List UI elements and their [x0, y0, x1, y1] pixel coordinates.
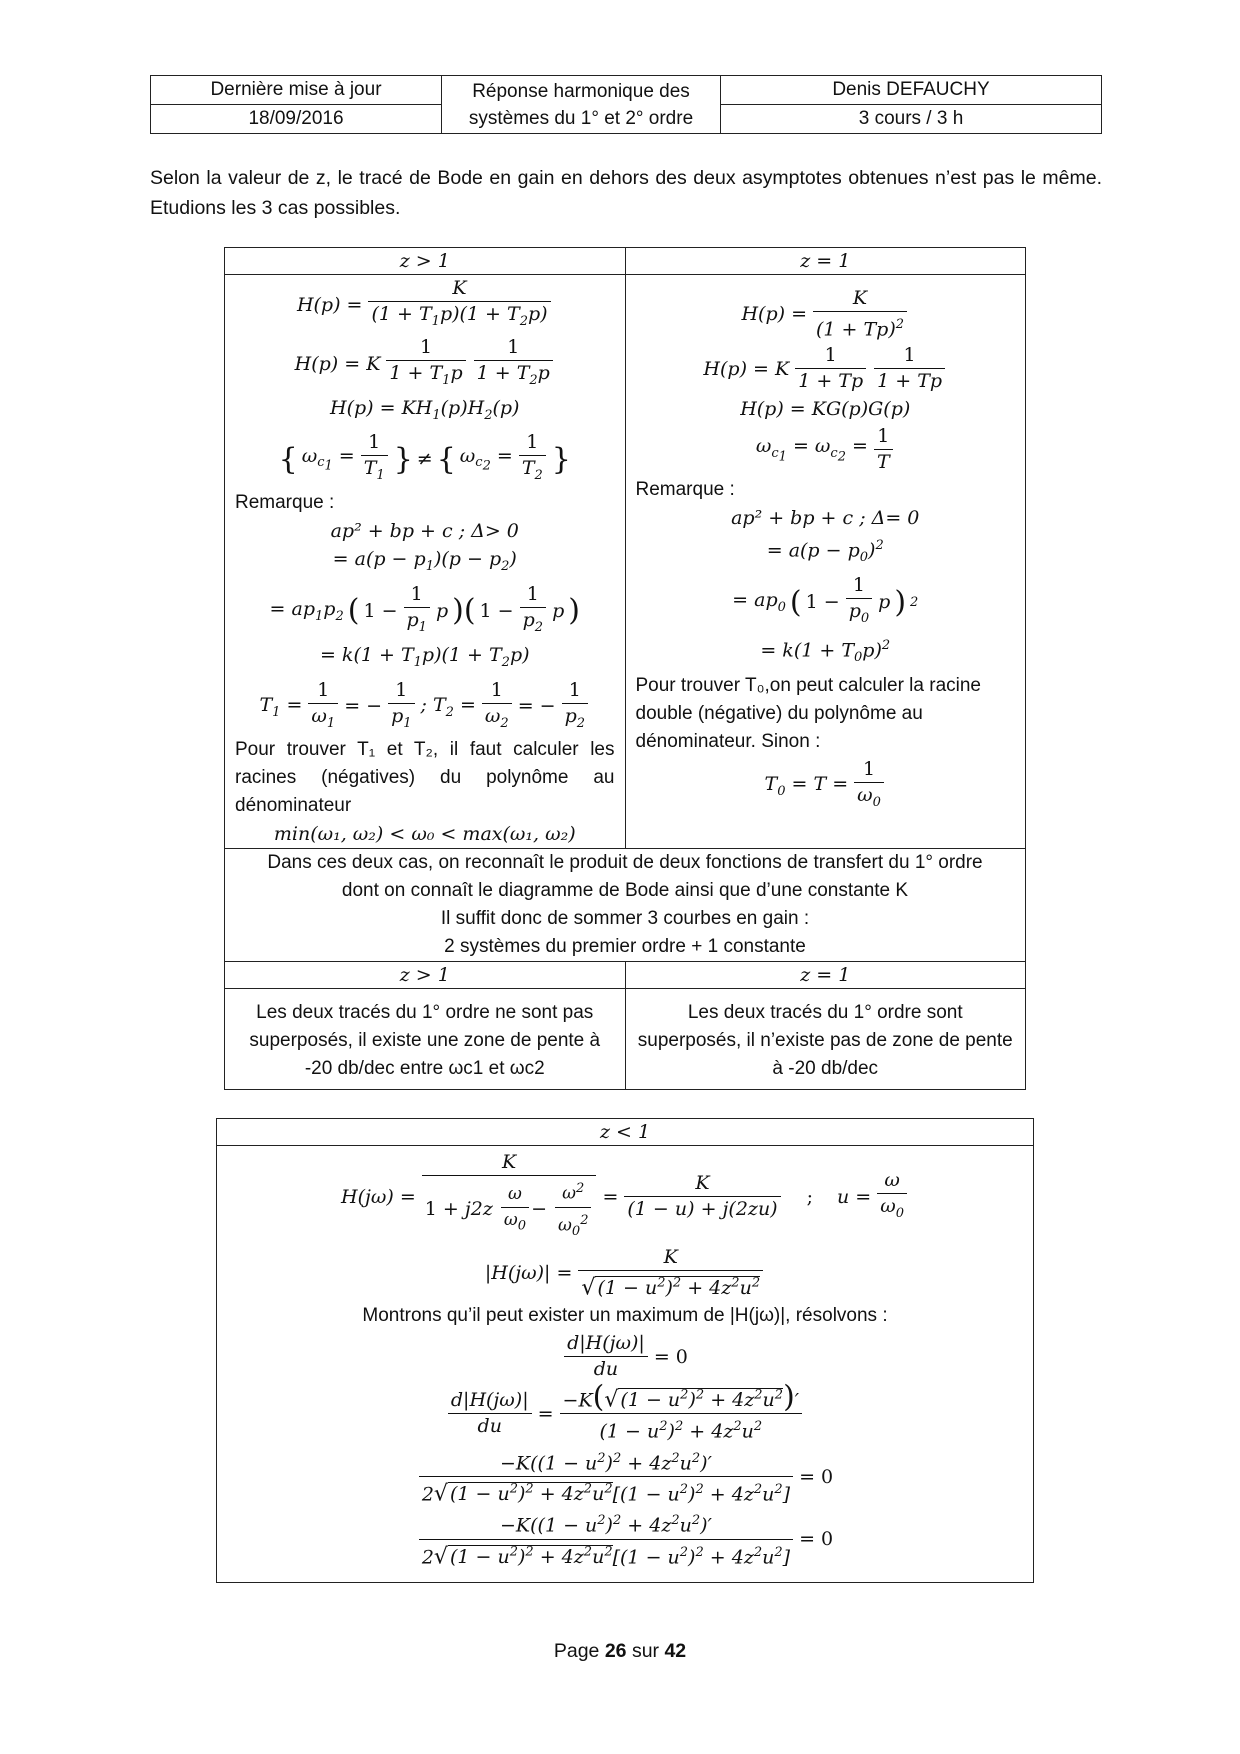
summary-line-1: Dans ces deux cas, on reconnaît le produit de deux fonctions de transfert du 1° ordre dont on connaît le diagramme de Bode ainsi que d’une constante K	[267, 852, 983, 902]
poly-factor-2: = $ap_1p_2$ ( 1 − $\frac{1}{p_1}$ p )( 1 − $\frac{1}{p_2}$ p )	[269, 582, 580, 635]
formula-block-z-gt-1	[235, 276, 615, 488]
formula-omega-equal: $\omega_{c_1} = \omega_{c_2}$ = $\frac{1}{T}$	[636, 424, 1016, 475]
page-total: 42	[664, 1640, 687, 1662]
bottom-text-z-eq-1-cell	[625, 989, 1026, 1090]
formula-h-kgg: H(p) = KG(p)G(p)	[740, 398, 911, 421]
poly-factor-1: = $a(p - p_1)(p - p_2)$	[332, 548, 517, 574]
case-z-gt-1-cell	[225, 275, 626, 849]
page-label: Page	[553, 1640, 600, 1662]
page-number: 26	[604, 1640, 627, 1662]
case-z-eq-1-cell	[625, 275, 1026, 849]
summary-line-2: Il suffit donc de sommer 3 courbes en gain :	[440, 908, 810, 930]
intro-paragraph: Selon la valeur de z, le tracé de Bode en gain en dehors des deux asymptotes obtenues n’est pas le même. Etudions les 3 cas possibles.	[150, 167, 1102, 219]
remarque-formulas-1	[235, 517, 615, 735]
document-title	[442, 76, 721, 134]
formula-h-split: H(p) = K $\frac{1}{1 + T_1p}$ $\frac{1}{1 + T_2p}$	[235, 335, 615, 393]
poly-double-3: = $k(1 + T_0p)^2$	[760, 638, 891, 666]
summary-line-3: 2 systèmes du premier ordre + 1 constante	[444, 936, 806, 958]
formula-t1-t2: $T_1$ = $\frac{1}{\omega_1}$ = − $\frac{1}{p_1}$ ; $T_2$ = $\frac{1}{\omega_2}$ = − $\frac{1}{p_2}$	[235, 678, 615, 736]
cases-table	[224, 247, 1026, 1090]
formula-h-product: H(p) = $\frac{K}{(1 + T_1p)(1 + T_2p)}$	[235, 276, 615, 334]
case-z-lt-1-table	[216, 1118, 1034, 1583]
case-z-lt-1-cell	[217, 1146, 1034, 1583]
poly-delta-positive: ap² + bp + c ; Δ> 0	[330, 520, 519, 543]
of-label: sur	[631, 1640, 660, 1662]
find-roots-text-2: Pour trouver T₀,on peut calculer la racine double (négative) du polynôme au dénominateur. Sinon :	[635, 675, 981, 753]
formula-h-square: H(p) = $\frac{K}{(1 + Tp)^2}$	[636, 286, 1016, 342]
formula-derivative-zero: $\frac{d|H(j\omega)|}{du}$ = 0	[227, 1331, 1023, 1382]
formula-modulus: |H(jω)| = $\frac{K}{√ (1 - u^2)^2 + 4z^2u^2}$	[227, 1245, 1023, 1301]
remarque-label-1: Remarque :	[235, 492, 335, 514]
title-line-1: Réponse harmonique des	[472, 80, 690, 102]
updated-label: Dernière mise à jour	[151, 76, 442, 105]
poly-double-1: = $a(p - p_0)^2$	[766, 538, 884, 566]
remarque-label-2: Remarque :	[635, 479, 735, 501]
formula-derivative-step-1: $\frac{-K((1 - u^2)^2 + 4z^2u^2)'}{2√ (1 - u^2)^2 + 4z^2u^2[(1 - u^2)^2 + 4z^2u^2]}$ = 0	[227, 1446, 1023, 1508]
formula-h-kh1h2: $H(p) = KH_1(p)H_2(p)$	[330, 396, 520, 423]
updated-date: 18/09/2016	[151, 105, 442, 134]
poly-delta-zero: ap² + bp + c ; Δ= 0	[731, 507, 920, 530]
formula-derivative-expanded: $\frac{d|H(j\omega)|}{du}$ = $\frac{-K(√ (1 - u^2)^2 + 4z^2u^2)'}{(1 - u^2)^2 + 4z^2u^2}$	[227, 1383, 1023, 1445]
poly-double-2: = $ap_0$ ( 1 − $\frac{1}{p_0}$ p ) 2	[732, 574, 919, 627]
title-line-2: systèmes du 1° et 2° ordre	[468, 107, 694, 129]
formula-h-jw: H(jω) = K 1 + j2z $\frac{\omega}{\omega_0}$ − $\frac{\omega^2}{\omega_0^2}$ = $\frac{K}{(1 - u) + j(2zu)}$ ; u = $\frac{\omega}{\omega_0}$	[227, 1150, 1023, 1244]
duration: 3 cours / 3 h	[721, 105, 1102, 134]
header-table	[150, 75, 1102, 134]
bottom-head-z-eq-1: z = 1	[625, 962, 1026, 989]
author: Denis DEFAUCHY	[721, 76, 1102, 105]
find-roots-text-1: Pour trouver T₁ et T₂, il faut calculer les racines (négatives) du polynôme au dénominateur	[235, 739, 615, 817]
summary-cell	[225, 849, 1026, 962]
formula-t0: $T_0 = T$ = $\frac{1}{\omega_0}$	[636, 757, 1016, 815]
poly-factor-3: = $k(1 + T_1p)(1 + T_2p)$	[319, 643, 530, 670]
maximum-text: Montrons qu’il peut exister un maximum de |H(jω)|, résolvons :	[362, 1305, 888, 1327]
bottom-head-z-gt-1: z > 1	[225, 962, 626, 989]
remarque-formulas-2	[636, 504, 1016, 672]
case-head-z-lt-1: z < 1	[217, 1119, 1034, 1146]
formula-omega-sets: { $\omega_{c_1}$ = $\frac{1}{T_1}$ } ≠ { $\omega_{c_2}$ = $\frac{1}{T_2}$ }	[278, 431, 571, 484]
formula-block-z-eq-1	[636, 275, 1016, 475]
bottom-text-z-eq-1: Les deux tracés du 1° ordre sont superposés, il n’existe pas de zone de pente à -20 db/dec	[637, 1002, 1013, 1080]
formula-min-max: min(ω₁, ω₂) < ω₀ < max(ω₁, ω₂)	[273, 823, 576, 846]
case-head-z-eq-1: z = 1	[625, 248, 1026, 275]
case-head-z-gt-1: z > 1	[225, 248, 626, 275]
bottom-text-z-gt-1: Les deux tracés du 1° ordre ne sont pas superposés, il existe une zone de pente à -20 db/dec entre ωc1 et ωc2	[249, 1002, 601, 1080]
page-footer	[0, 1640, 1240, 1663]
formula-h-split-2: H(p) = K $\frac{1}{1 + Tp}$ $\frac{1}{1 + Tp}$	[636, 343, 1016, 394]
bottom-text-z-gt-1-cell	[225, 989, 626, 1090]
formula-derivative-step-2: $\frac{-K((1 - u^2)^2 + 4z^2u^2)'}{2√ (1 - u^2)^2 + 4z^2u^2[(1 - u^2)^2 + 4z^2u^2]}$ = 0	[227, 1508, 1023, 1570]
